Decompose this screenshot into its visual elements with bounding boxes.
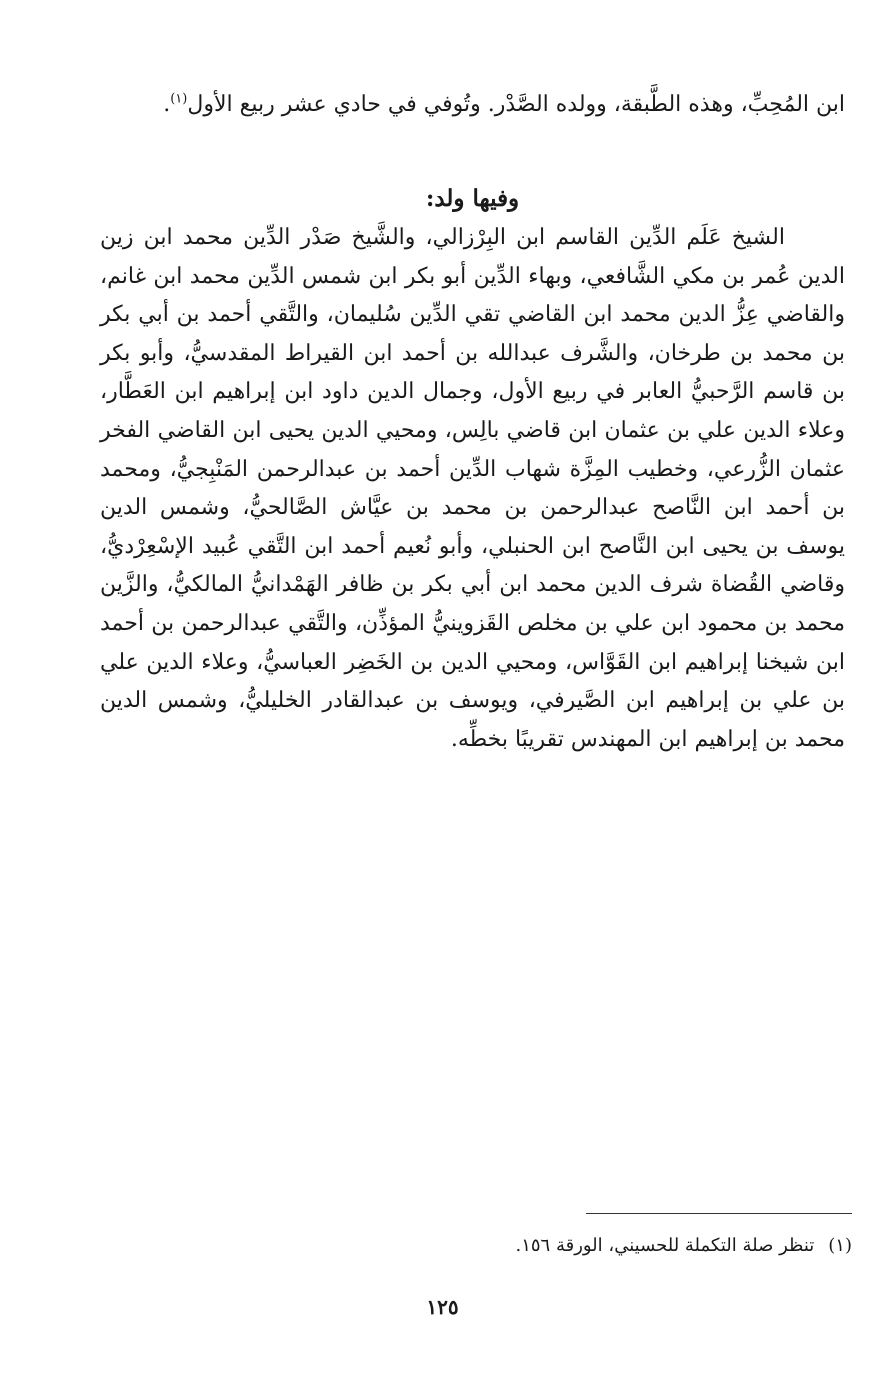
continued-paragraph-text: ابن المُحِبِّ، وهذه الطَّبقة، وولده الصَّدْر. وتُوفي في حادي عشر ربيع الأول [187,92,845,117]
footnote-separator [586,1213,852,1214]
footnote-number: (١) [828,1235,852,1256]
page-number: ١٢٥ [426,1295,459,1319]
footnote-text: تنظر صلة التكملة للحسيني، الورقة ١٥٦. [515,1235,815,1256]
footnote-marker: (١) [170,91,188,107]
section-heading: وفيها ولد: [425,185,520,212]
footnote [100,1232,852,1260]
continued-paragraph-end: . [163,92,171,117]
continued-paragraph [100,86,845,125]
births-paragraph: الشيخ عَلَم الدِّين القاسم ابن البِرْزالي، والشَّيخ صَدْر الدِّين محمد ابن زين الدين عُمر بن مكي الشَّافعي، وبهاء الدِّين أبو بكر ابن شمس الدِّين محمد ابن غانم، والقاضي عِزُّ الدين محمد ابن القاضي تقي الدِّين سُليمان، والتَّقي أحمد بن أبي بكر بن محمد بن طرخان، والشَّرف عبدالله بن أحمد ابن القيراط المقدسيُّ، وأبو بكر بن قاسم الرَّحبيُّ العابر في ربيع الأول، وجمال الدين داود ابن إبراهيم ابن العَطَّار، وعلاء الدين علي بن عثمان ابن قاضي بالِس، ومحيي الدين يحيى ابن القاضي الفخر عثمان الزُّرعي، وخطيب المِزَّة شهاب الدِّين أحمد بن عبدالرحمن المَنْبِجيُّ، ومحمد بن أحمد ابن النَّاصح عبدالرحمن بن محمد بن عيَّاش الصَّالحيُّ، وشمس الدين يوسف بن يحيى ابن النَّاصح ابن الحنبلي، وأبو نُعيم أحمد ابن التَّقي عُبيد الإسْعِرْديُّ، وقاضي القُضاة شرف الدين محمد ابن أبي بكر بن ظافر الهَمْدانيُّ المالكيُّ، والزَّين محمد بن محمود ابن علي بن مخلص القَزوينيُّ المؤذِّن، والتَّقي عبدالرحمن بن أحمد ابن شيخنا إبراهيم ابن القَوَّاس، ومحيي الدين بن الخَضِر العباسيُّ، وعلاء الدين علي بن علي بن إبراهيم ابن الصَّيرفي، ويوسف بن عبدالقادر الخليليُّ، وشمس الدين محمد بن إبراهيم ابن المهندس تقريبًا بخطِّه. [100,225,845,752]
